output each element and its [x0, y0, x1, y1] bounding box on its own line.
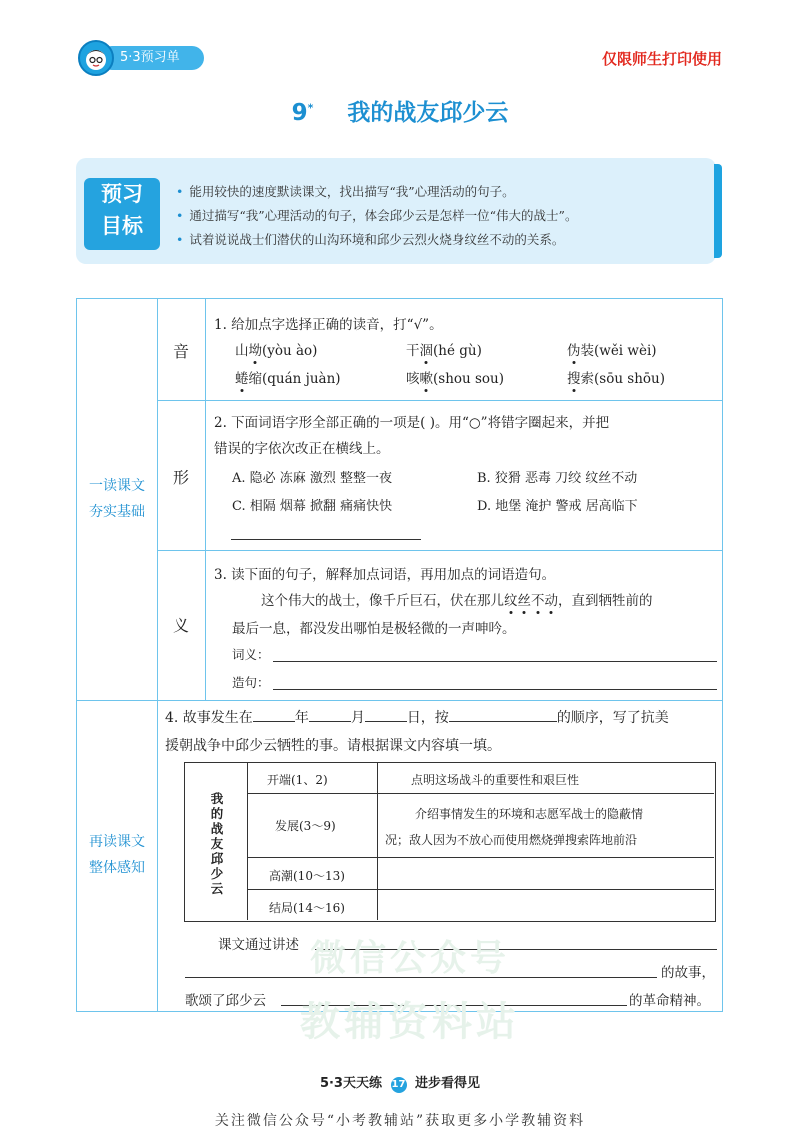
option-d: D. 地堡 淹护 警戒 居高临下 [477, 499, 638, 514]
category-form: 形 [172, 468, 189, 487]
option-c: C. 相隔 烟幕 掀翻 痛痛快快 [232, 499, 393, 514]
meaning-label: 词义： [232, 647, 270, 662]
stage-opening-content: 点明这场战斗的重要性和艰巨性 [411, 773, 580, 787]
series-badge [100, 46, 204, 70]
story-title-vertical: 我 的 战 友 邱 少 云 [210, 791, 224, 896]
mascot-logo-icon [78, 40, 114, 76]
pinyin-item: 咳嗽(shou sou) [406, 367, 504, 387]
question-2: 2. 下面词语字形全部正确的一项是( )。用“○”将错字圈起来，并把 [214, 415, 610, 431]
category-meaning: 义 [172, 616, 189, 635]
goals-list [176, 180, 577, 252]
sentence-label: 造句： [232, 675, 270, 690]
category-sound: 音 [172, 342, 189, 361]
page-number: 17 [391, 1077, 407, 1093]
goal-item: • 能用较快的速度默读课文，找出描写“我”心理活动的句子。 [176, 184, 515, 199]
question-4: 4. 故事发生在 年 月 日，按 的顺序，写了抗美 [165, 710, 669, 726]
question-4-cont: 援朝战争中邱少云牺牲的事。请根据课文内容填一填。 [165, 738, 501, 754]
goals-panel-tab [714, 164, 722, 258]
pinyin-item: 搜索(sōu shōu) [567, 367, 665, 387]
goal-item: • 试着说说战士们潜伏的山沟环境和邱少云烈火烧身纹丝不动的关系。 [176, 232, 565, 247]
stage-climax: 高潮(10～13) [269, 869, 345, 883]
summary-spirit: 的革命精神。 [629, 993, 710, 1009]
summary-story: 的故事， [661, 965, 715, 981]
sentence-answer-line[interactable] [273, 689, 717, 690]
pinyin-item: 干涸(hé gù) [406, 339, 482, 359]
stage-ending: 结局(14～16) [269, 901, 345, 915]
pinyin-item: 山坳(yòu ào) [235, 339, 317, 359]
series-label: 5·3预习单 [120, 50, 180, 65]
option-a: A. 隐必 冻麻 激烈 整整一夜 [232, 471, 393, 486]
correction-line[interactable] [231, 539, 421, 540]
watermark-line-2: 教辅资料站 [300, 999, 520, 1045]
page-footer: 5·3天天练 17 进步看得见 [319, 1076, 481, 1091]
stage-development-content-cont: 况；敌人因为不放心而使用燃烧弹搜索阵地前沿 [385, 833, 638, 847]
lesson-title-text: 我的战友邱少云 [347, 100, 509, 126]
pinyin-item: 伪装(wěi wèi) [567, 339, 657, 359]
reading-sentence: 这个伟大的战士，像千斤巨石，伏在那儿纹丝不动，直到牺牲前的 [261, 589, 653, 609]
question-3: 3. 读下面的句子，解释加点词语，再用加点的词语造句。 [214, 567, 556, 583]
meaning-answer-line[interactable] [273, 661, 717, 662]
goal-item: • 通过描写“我”心理活动的句子，体会邱少云是怎样一位“伟大的战士”。 [176, 208, 578, 223]
question-2-cont: 错误的字依次改正在横线上。 [214, 441, 390, 457]
print-restriction: 仅限师生打印使用 [601, 50, 722, 68]
pinyin-item: 蜷缩(quán juàn) [235, 367, 341, 387]
lesson-number: 9* [291, 100, 314, 126]
bottom-note: 关注微信公众号“小考教辅站”获取更多小学教辅资料 [214, 1113, 586, 1129]
stage-opening: 开端(1、2) [267, 773, 328, 787]
goals-label: 预习 目标 [84, 178, 160, 250]
stage-development: 发展(3～9) [275, 819, 336, 833]
question-1: 1. 给加点字选择正确的读音，打“√”。 [214, 317, 443, 333]
lesson-title [0, 94, 800, 127]
summary-praise: 歌颂了邱少云 [185, 993, 266, 1009]
section-label-overview: 再读课文 整体感知 [89, 834, 145, 876]
watermark-line-1: 微信公众号 [310, 938, 511, 979]
stage-development-content: 介绍事情发生的环境和志愿军战士的隐蔽情 [415, 807, 644, 821]
summary-intro: 课文通过讲述 [218, 937, 299, 953]
option-b: B. 狡猾 恶毒 刀绞 纹丝不动 [477, 471, 638, 486]
story-structure-table [184, 762, 716, 922]
reading-sentence-cont: 最后一息，都没发出哪怕是极轻微的一声呻吟。 [232, 621, 516, 637]
section-label-basics: 一读课文 夯实基础 [89, 478, 145, 520]
